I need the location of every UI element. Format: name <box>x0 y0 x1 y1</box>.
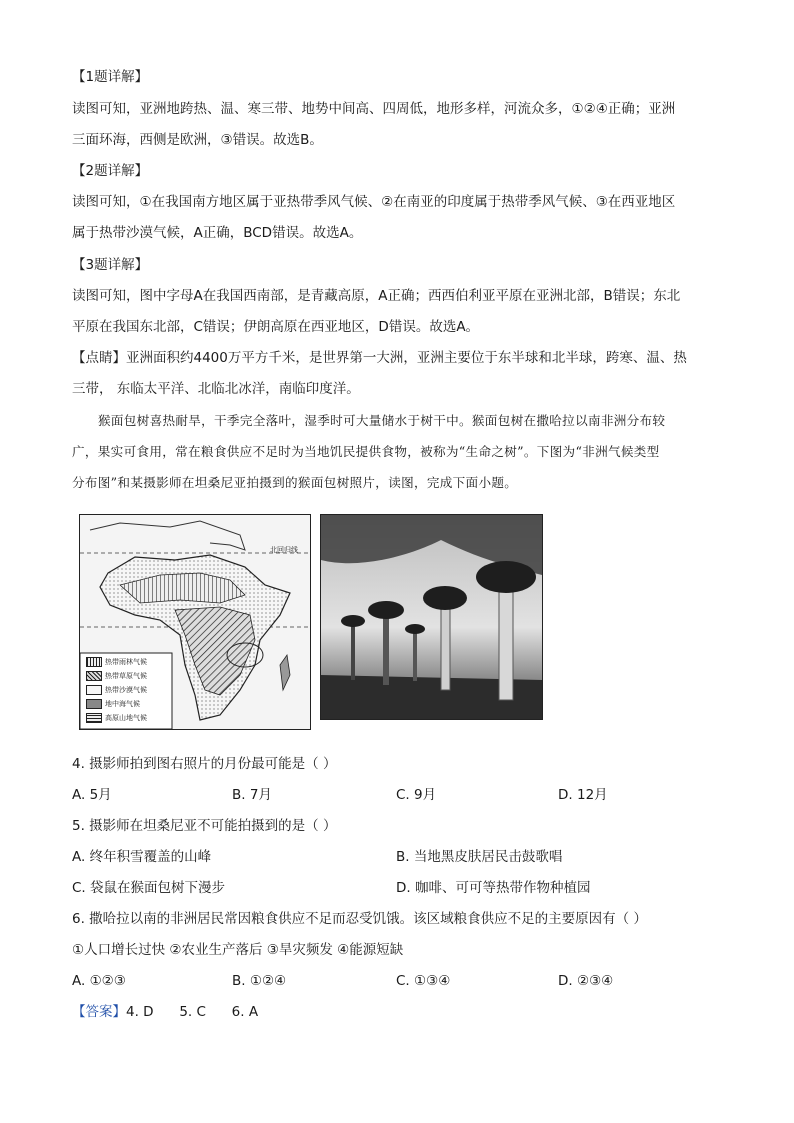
q4-option-d[interactable]: D. 12月 <box>558 787 608 803</box>
q3-explanation-tag: 【3题详解】 <box>72 257 149 273</box>
tropic-label: 北回归线 <box>270 546 298 554</box>
legend-swatch-desert <box>86 685 102 695</box>
baobab-trunk-mid <box>441 605 450 690</box>
q6-option-d[interactable]: D. ②③④ <box>558 973 614 989</box>
answer-line <box>72 1002 258 1022</box>
legend-rainforest <box>86 657 147 668</box>
legend-highland <box>86 713 147 724</box>
q4-stem: 4. 摄影师拍到图右照片的月份最可能是（ ） <box>72 756 337 772</box>
q6-stem: 6. 撒哈拉以南的非洲居民常因粮食供应不足而忍受饥饿。该区域粮食供应不足的主要原因有（ ） <box>72 911 647 927</box>
legend-savanna <box>86 671 147 682</box>
q3-explanation-line-2: 平原在我国东北部，C错误；伊朗高原在西亚地区，D错误。故选A。 <box>72 319 480 335</box>
highlight-tag: 【点睛】 <box>72 350 126 366</box>
q2-explanation-tag: 【2题详解】 <box>72 163 149 179</box>
q1-explanation-tag: 【1题详解】 <box>72 69 149 85</box>
legend-label-desert: 热带沙漠气候 <box>105 686 147 694</box>
passage-line-1: 猴面包树喜热耐旱，干季完全落叶，湿季时可大量储水于树干中。猴面包树在撒哈拉以南非洲分布较 <box>98 413 666 428</box>
legend-label-rainforest: 热带雨林气候 <box>105 658 147 666</box>
legend-label-highland: 高原山地气候 <box>105 714 147 722</box>
q1-explanation-line-2: 三面环海，西侧是欧洲，③错误。故选B。 <box>72 132 323 148</box>
baobab-trunk-right <box>499 585 513 700</box>
legend-mediterranean <box>86 699 140 710</box>
africa-climate-map <box>79 514 311 730</box>
passage-line-2: 广，果实可食用，常在粮食供应不足时为当地饥民提供食物，被称为“生命之树”。下图为“非洲气候类型 <box>72 444 660 459</box>
highlight-line-1 <box>72 348 687 368</box>
legend-swatch-mediterranean <box>86 699 102 709</box>
baobab-photo-drawing <box>321 515 542 719</box>
q1-explanation-line-1: 读图可知，亚洲地跨热、温、寒三带、地势中间高、四周低，地形多样，河流众多，①②④正确；亚洲 <box>72 101 676 117</box>
q6-option-c[interactable]: C. ①③④ <box>396 973 451 989</box>
legend-swatch-rainforest <box>86 657 102 667</box>
q4-option-c[interactable]: C. 9月 <box>396 787 437 803</box>
q5-option-b[interactable]: B. 当地黑皮肤居民击鼓歌唱 <box>396 849 563 865</box>
q5-option-c[interactable]: C. 袋鼠在猴面包树下漫步 <box>72 880 226 896</box>
q6-sub-options: ①人口增长过快 ②农业生产落后 ③旱灾频发 ④能源短缺 <box>72 942 404 958</box>
highlight-line-2: 三带， 东临太平洋、北临北冰洋，南临印度洋。 <box>72 381 360 397</box>
q2-explanation-line-1: 读图可知，①在我国南方地区属于亚热带季风气候、②在南亚的印度属于热带季风气候、③在西亚地区 <box>72 194 676 210</box>
legend-label-mediterranean: 地中海气候 <box>105 700 140 708</box>
q5-option-a[interactable]: A. 终年积雪覆盖的山峰 <box>72 849 212 865</box>
passage-line-3: 分布图”和某摄影师在坦桑尼亚拍摄到的猴面包树照片，读图，完成下面小题。 <box>72 475 518 490</box>
q6-option-b[interactable]: B. ①②④ <box>232 973 287 989</box>
legend-swatch-highland <box>86 713 102 723</box>
q4-option-b[interactable]: B. 7月 <box>232 787 272 803</box>
legend-label-savanna: 热带草原气候 <box>105 672 147 680</box>
answer-tag: 【答案】 <box>72 1004 126 1020</box>
legend-swatch-savanna <box>86 671 102 681</box>
q5-option-d[interactable]: D. 咖啡、可可等热带作物种植园 <box>396 880 591 896</box>
q4-option-a[interactable]: A. 5月 <box>72 787 112 803</box>
baobab-photo <box>320 514 543 720</box>
answer-text: 4. D 5. C 6. A <box>126 1004 259 1020</box>
q3-explanation-line-1: 读图可知，图中字母A在我国西南部，是青藏高原，A正确；西西伯利亚平原在亚洲北部，B错误；东北 <box>72 288 681 304</box>
highlight-text-1: 亚洲面积约4400万平方千米，是世界第一大洲，亚洲主要位于东半球和北半球，跨寒、温、热 <box>126 350 687 366</box>
legend-desert <box>86 685 147 696</box>
q2-explanation-line-2: 属于热带沙漠气候，A正确，BCD错误。故选A。 <box>72 225 363 241</box>
q6-option-a[interactable]: A. ①②③ <box>72 973 126 989</box>
q5-stem: 5. 摄影师在坦桑尼亚不可能拍摄到的是（ ） <box>72 818 337 834</box>
